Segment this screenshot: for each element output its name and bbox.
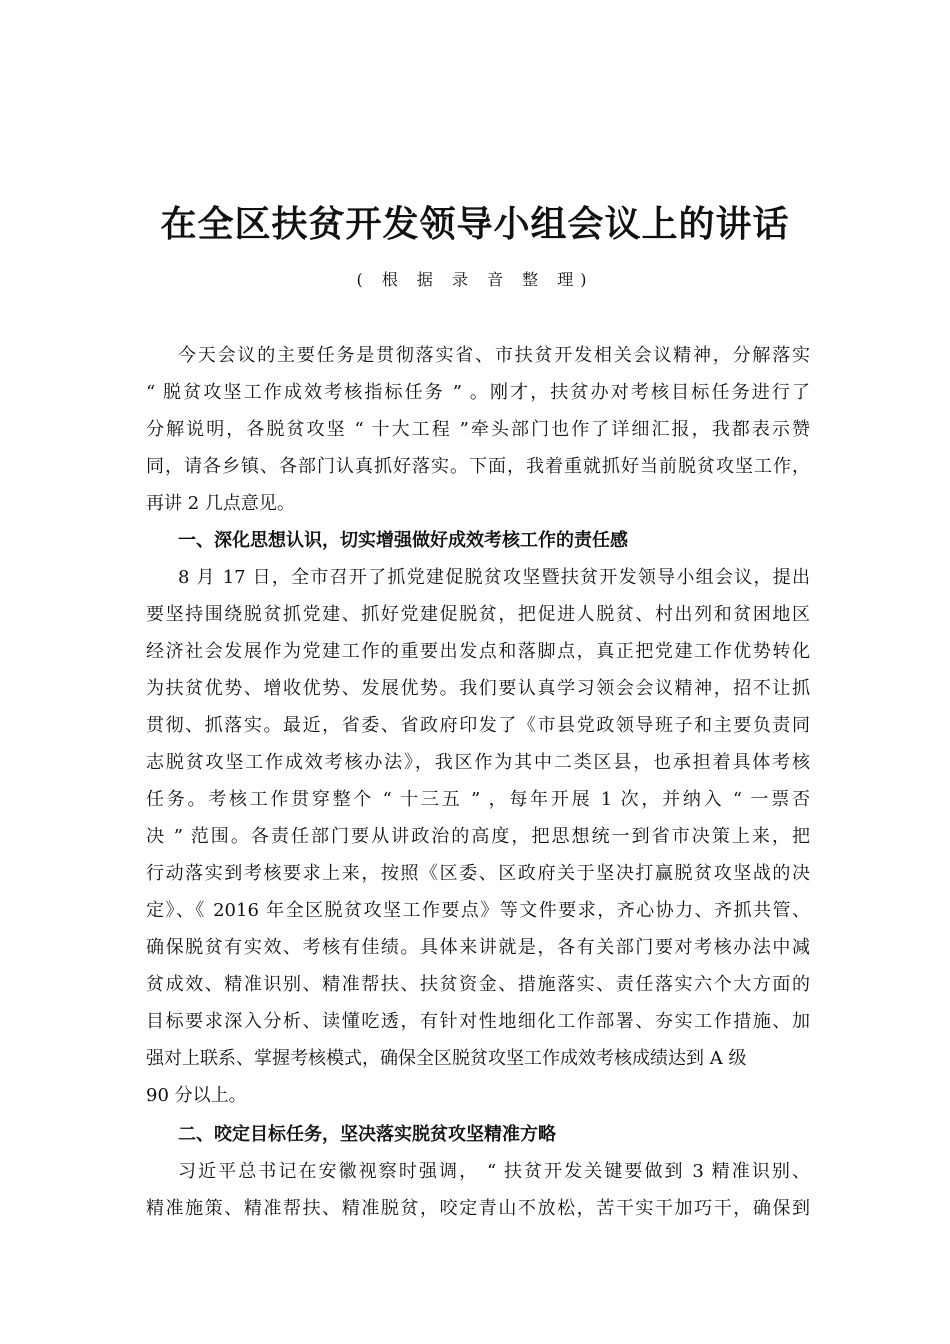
paragraph-line: 任务。考核工作贯穿整个 “ 十三五 ” ，每年开展 1 次，并纳入 “ 一票否 xyxy=(146,789,810,810)
section-heading-1-block xyxy=(146,522,810,559)
paragraph-line: 90 分以上。 xyxy=(146,1085,247,1106)
paragraph-line: 志脱贫攻坚工作成效考核办法》，我区作为其中二类区县，也承担着具体考核 xyxy=(146,752,810,773)
section-1-paragraph xyxy=(146,559,810,1114)
paragraph-line: 分解说明，各脱贫攻坚 “ 十大工程 ”牵头部门也作了详细汇报，我都表示赞 xyxy=(146,419,810,440)
intro-paragraph xyxy=(146,337,810,522)
section-heading: 一、深化思想认识，切实增强做好成效考核工作的责任感 xyxy=(178,530,628,551)
document-subtitle: ( 根 据 录 音 整 理) xyxy=(356,270,594,289)
document-title: 在全区扶贫开发领导小组会议上的讲话 xyxy=(160,203,790,245)
section-2-paragraph xyxy=(146,1153,810,1227)
paragraph-line: 今天会议的主要任务是贯彻落实省、市扶贫开发相关会议精神，分解落实 xyxy=(178,345,810,366)
paragraph-line: 为扶贫优势、增收优势、发展优势。我们要认真学习领会会议精神，招不让抓 xyxy=(146,678,810,699)
paragraph-line: 确保脱贫有实效、考核有佳绩。具体来讲就是，各有关部门要对考核办法中减 xyxy=(146,937,810,958)
paragraph-line: 经济社会发展作为党建工作的重要出发点和落脚点，真正把党建工作优势转化 xyxy=(146,641,810,662)
paragraph-line: 贯彻、抓落实。最近，省委、省政府印发了《市县党政领导班子和主要负责同 xyxy=(146,715,810,736)
paragraph-line: 要坚持围绕脱贫抓党建、抓好党建促脱贫，把促进人脱贫、村出列和贫困地区 xyxy=(146,604,810,625)
paragraph-line: 贫成效、精准识别、精准帮扶、扶贫资金、措施落实、责任落实六个大方面的 xyxy=(146,974,810,995)
section-heading: 二、咬定目标任务，坚决落实脱贫攻坚精准方略 xyxy=(178,1124,556,1145)
paragraph-line: 行动落实到考核要求上来，按照《区委、区政府关于坚决打赢脱贫攻坚战的决 xyxy=(146,863,810,884)
paragraph-line: 8 月 17 日，全市召开了抓党建促脱贫攻坚暨扶贫开发领导小组会议，提出 xyxy=(178,567,810,588)
paragraph-line: 精准施策、精准帮扶、精准脱贫，咬定青山不放松，苦干实干加巧干，确保到 xyxy=(146,1198,810,1219)
paragraph-line: 再讲 2 几点意见。 xyxy=(146,493,295,514)
paragraph-line: 强对上联系、掌握考核模式，确保全区脱贫攻坚工作成效考核成绩达到 A 级 xyxy=(146,1048,747,1069)
paragraph-line: 定》、《 2016 年全区脱贫攻坚工作要点》等文件要求，齐心协力、齐抓共管、 xyxy=(146,900,810,921)
section-heading-2-block xyxy=(146,1116,810,1153)
paragraph-line: 决 ” 范围。各责任部门要从讲政治的高度，把思想统一到省市决策上来，把 xyxy=(146,826,810,847)
paragraph-line: 目标要求深入分析、读懂吃透，有针对性地细化工作部署、夯实工作措施、加 xyxy=(146,1011,810,1032)
paragraph-line: 同，请各乡镇、各部门认真抓好落实。下面，我着重就抓好当前脱贫攻坚工作， xyxy=(146,456,810,477)
paragraph-line: “ 脱贫攻坚工作成效考核指标任务 ” 。刚才，扶贫办对考核目标任务进行了 xyxy=(146,382,810,403)
paragraph-line: 习近平总书记在安徽视察时强调， “ 扶贫开发关键要做到 3 精准识别、 xyxy=(178,1161,810,1182)
